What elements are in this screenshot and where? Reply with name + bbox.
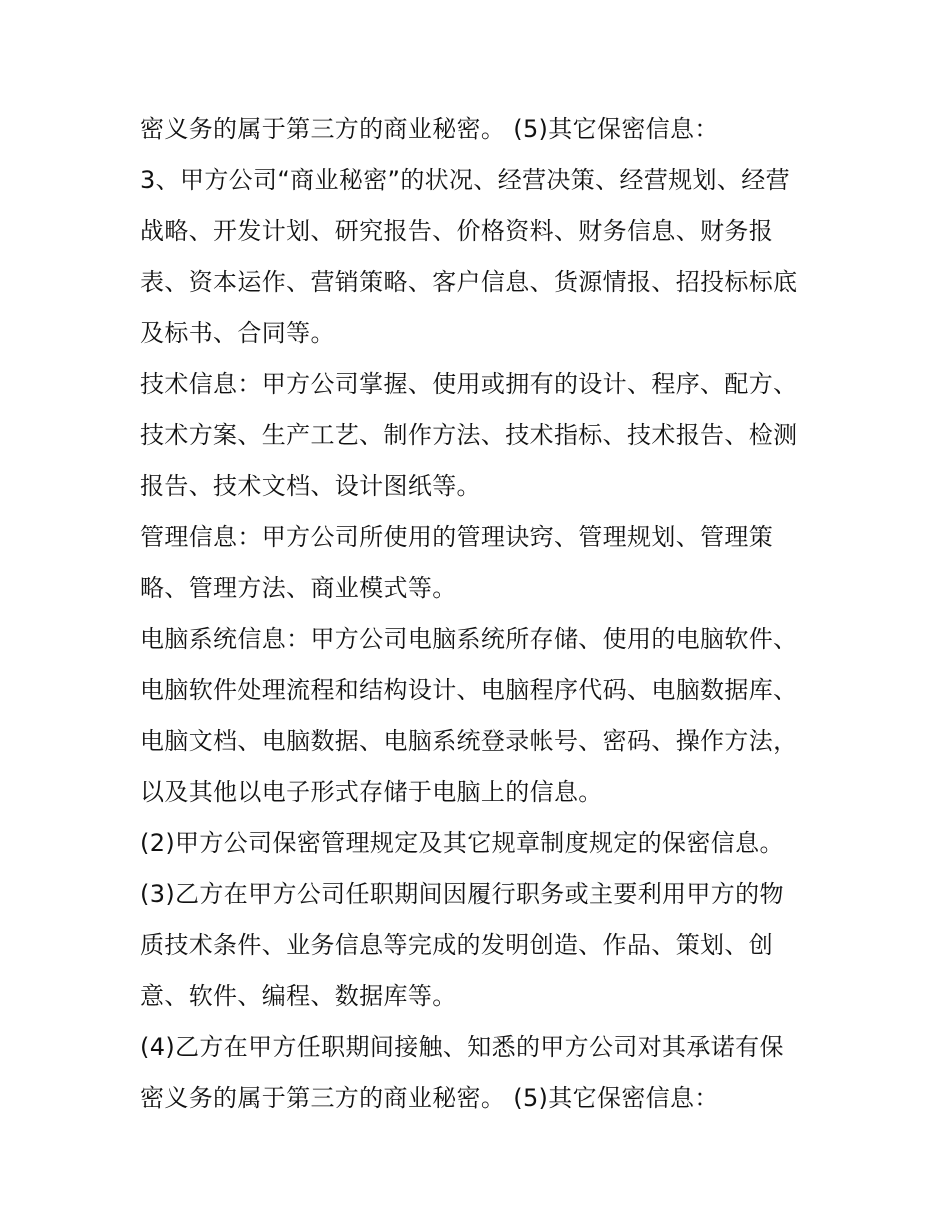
text-line: 战略、开发计划、研究报告、价格资料、财务信息、财务报 (140, 217, 774, 245)
text-line: 以及其他以电子形式存储于电脑上的信息。 (140, 778, 603, 806)
text-line: 电脑系统信息：甲方公司电脑系统所存储、使用的电脑软件、 (140, 625, 798, 653)
text-line: (4)乙方在甲方任职期间接触、知悉的甲方公司对其承诺有保 (140, 1033, 784, 1061)
text-line: 略、管理方法、商业模式等。 (140, 574, 457, 602)
text-line: 管理信息：甲方公司所使用的管理诀窍、管理规划、管理策 (140, 523, 774, 551)
text-line: 质技术条件、业务信息等完成的发明创造、作品、策划、创 (140, 931, 774, 959)
text-line: 电脑软件处理流程和结构设计、电脑程序代码、电脑数据库、 (140, 676, 798, 704)
text-line: 技术方案、生产工艺、制作方法、技术指标、技术报告、检测 (140, 421, 798, 449)
text-line: 电脑文档、电脑数据、电脑系统登录帐号、密码、操作方法， (140, 727, 798, 755)
document-body (140, 104, 820, 1124)
text-line: 密义务的属于第三方的商业秘密。 (5)其它保密信息： (140, 115, 719, 143)
text-line: (3)乙方在甲方公司任职期间因履行职务或主要利用甲方的物 (140, 880, 784, 908)
text-line: 表、资本运作、营销策略、客户信息、货源情报、招投标标底 (140, 268, 798, 296)
text-line: 密义务的属于第三方的商业秘密。 (5)其它保密信息： (140, 1084, 719, 1112)
text-line: 意、软件、编程、数据库等。 (140, 982, 457, 1010)
text-line: 3、甲方公司“商业秘密”的状况、经营决策、经营规划、经营 (140, 166, 790, 194)
text-line: 报告、技术文档、设计图纸等。 (140, 472, 481, 500)
text-line: 技术信息：甲方公司掌握、使用或拥有的设计、程序、配方、 (140, 370, 798, 398)
text-line: (2)甲方公司保密管理规定及其它规章制度规定的保密信息。 (140, 829, 784, 857)
text-line: 及标书、合同等。 (140, 319, 335, 347)
